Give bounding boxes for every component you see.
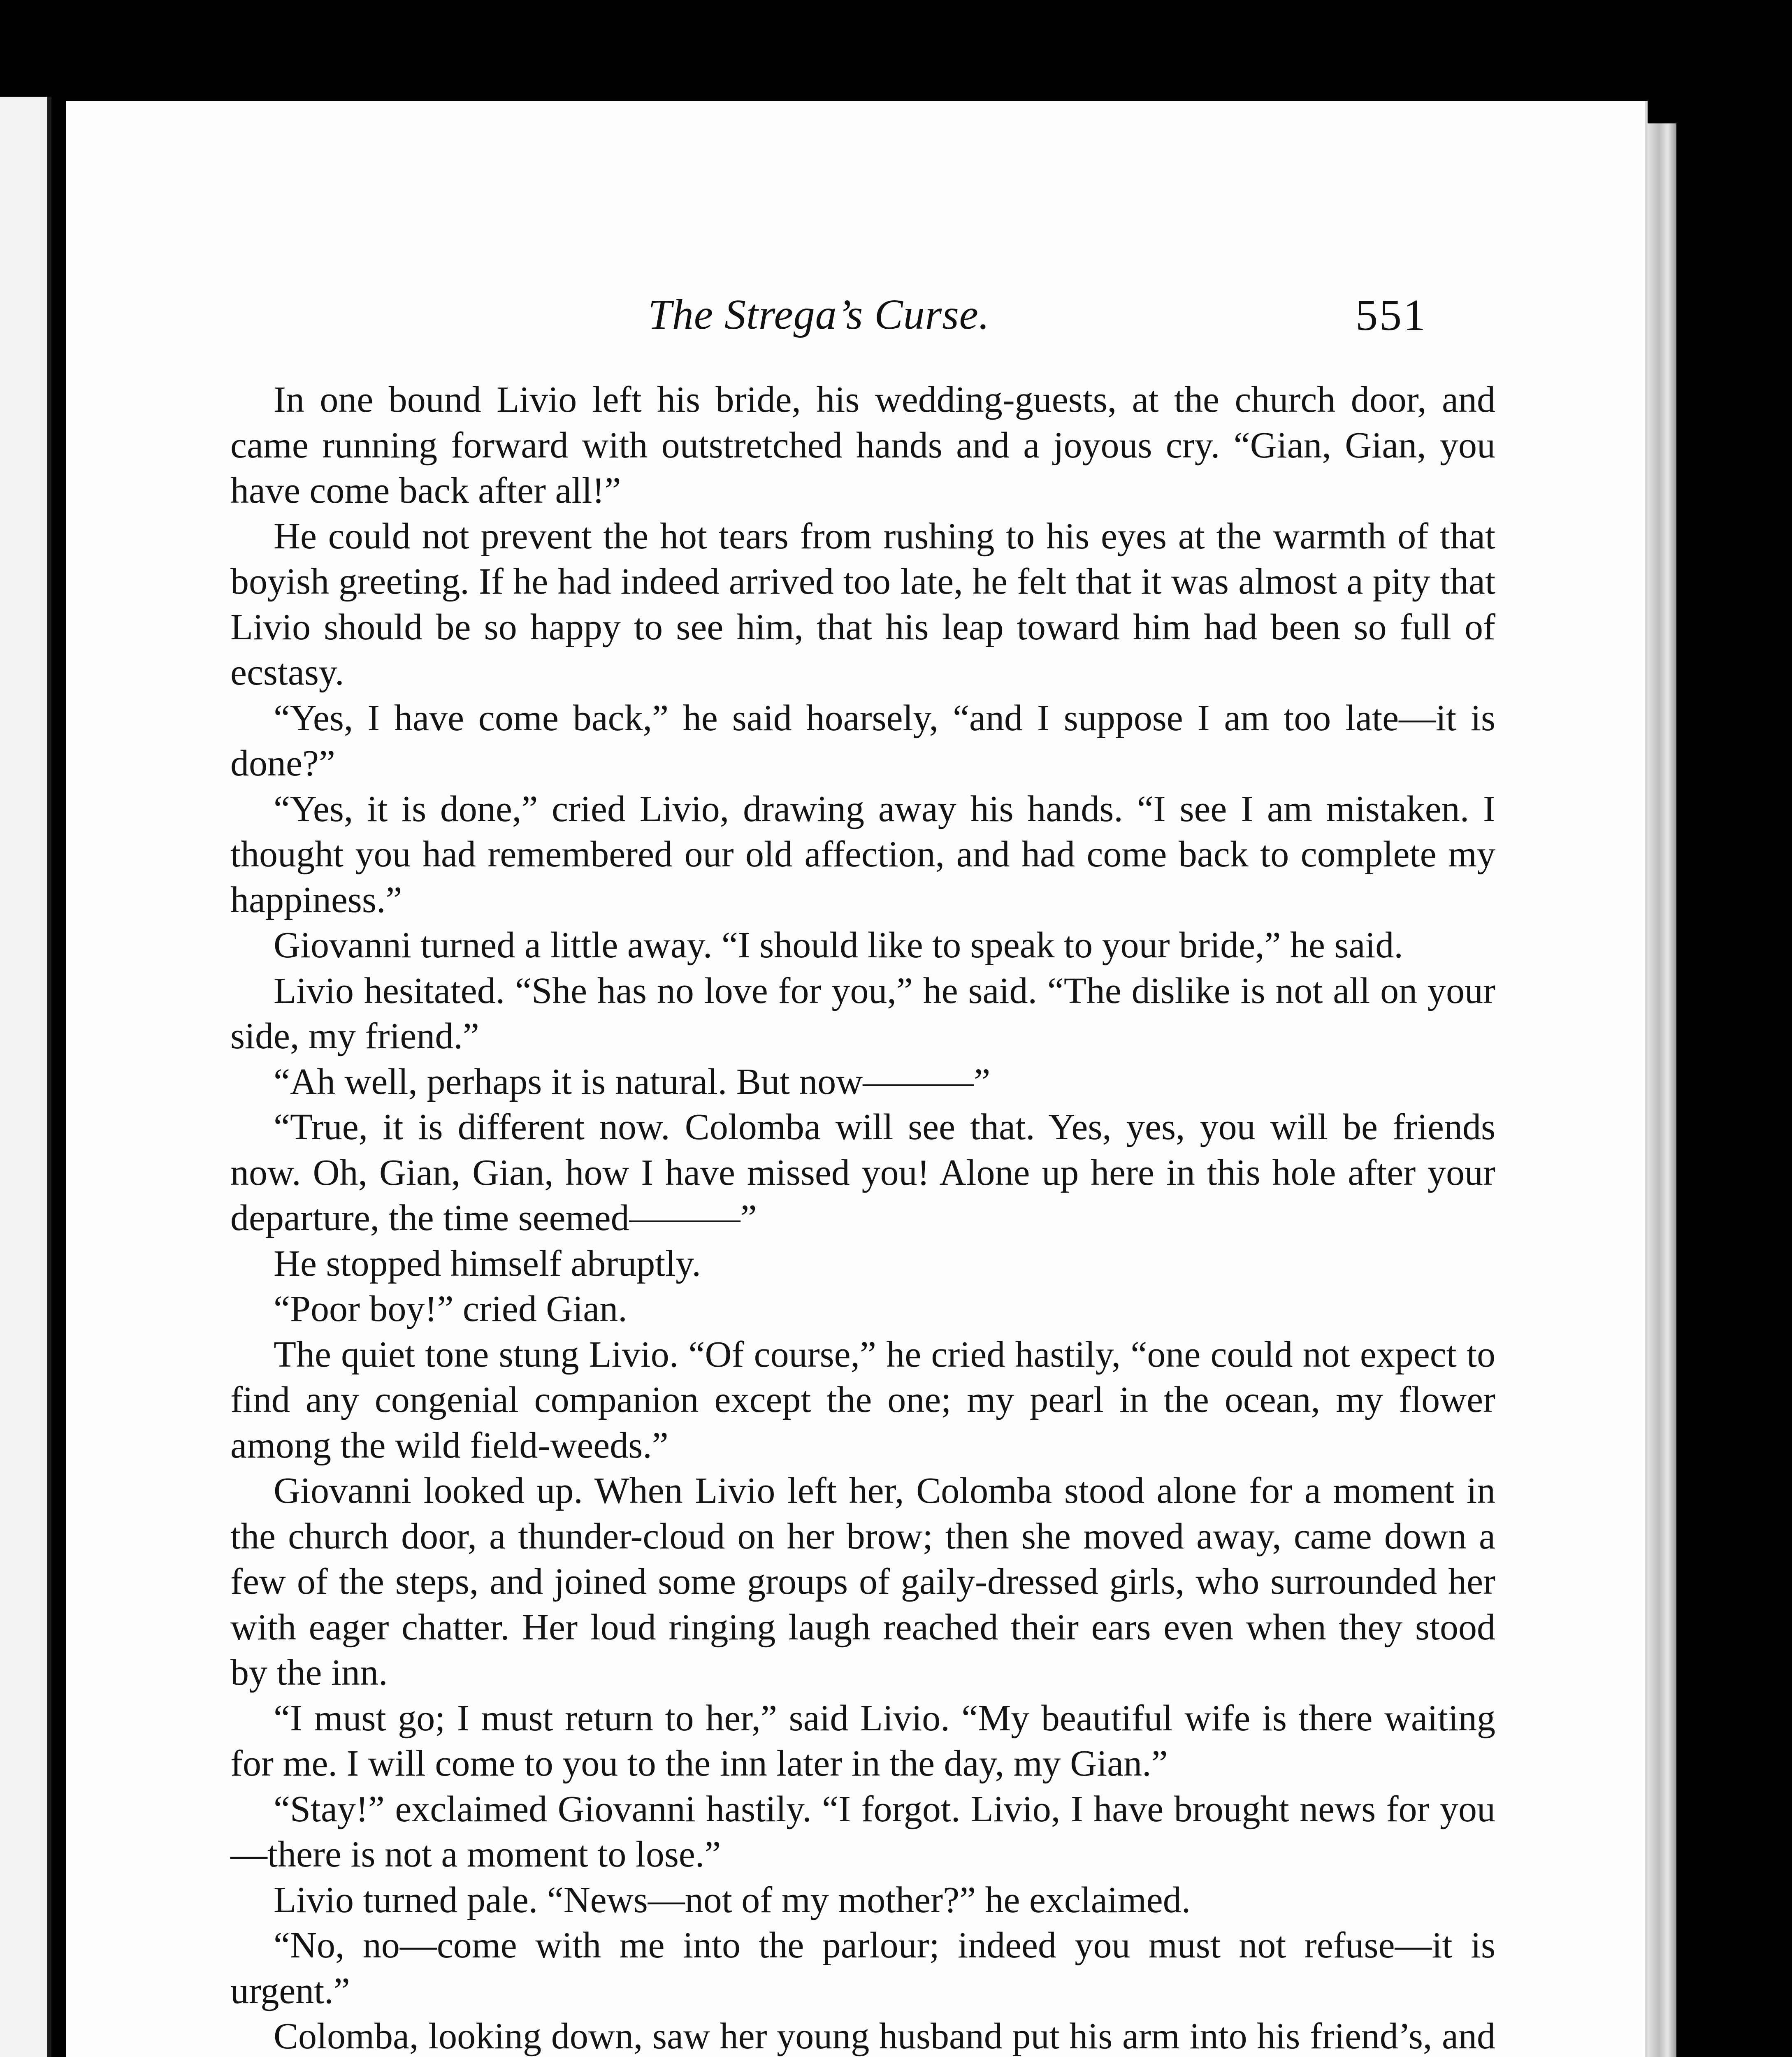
paragraph: “Ah well, perhaps it is natural. But now———” [274,1061,991,1102]
paragraph: “I must go; I must return to her,” said Livio. “My beautiful wife is there waiting for me. I will come to you to the inn later in the day, my Gian.” [230,1697,1495,1784]
paragraph: “Stay!” exclaimed Giovanni hastily. “I forgot. Livio, I have brought news for you—there is not a moment to lose.” [230,1788,1495,1875]
running-head [66,290,1648,372]
paragraph: “No, no—come with me into the parlour; indeed you must not refuse—it is urgent.” [230,1925,1495,2011]
running-title: The Strega’s Curse. [648,291,990,338]
facing-page-edge [0,97,51,2057]
paragraph: Giovanni looked up. When Livio left her, Colomba stood alone for a moment in the church door, a thunder-cloud on her brow; then she moved away, came down a few of the steps, and joined some groups of gaily-dressed girls, who surrounded her with eager chatter. Her loud ringing laugh reached their ears even when they stood by the inn. [230,1470,1495,1693]
paragraph: Livio hesitated. “She has no love for you,” he said. “The dislike is not all on your side, my friend.” [230,970,1495,1056]
paragraph: The quiet tone stung Livio. “Of course,” he cried hastily, “one could not expect to find any congenial companion except the one; my pearl in the ocean, my flower among the wild field-weeds.” [230,1334,1495,1466]
book-page [66,101,1648,2057]
paragraph: Livio turned pale. “News—not of my mother?” he exclaimed. [274,1879,1191,1920]
paragraph: Giovanni turned a little away. “I should like to speak to your bride,” he said. [274,925,1403,966]
paragraph: He could not prevent the hot tears from rushing to his eyes at the warmth of that boyish greeting. If he had indeed arrived too late, he felt that it was almost a pity that Livio should be so happy to see him, that his leap toward him had been so full of ecstasy. [230,515,1495,693]
page-stack-edge [1648,123,1676,2057]
paragraph: “Poor boy!” cried Gian. [274,1289,627,1329]
paragraph: “Yes, I have come back,” he said hoarsely, “and I suppose I am too late—it is done?” [230,697,1495,784]
paragraph: In one bound Livio left his bride, his wedding-guests, at the church door, and came running forward with outstretched hands and a joyous cry. “Gian, Gian, you have come back after all!” [230,379,1495,511]
paragraph: Colomba, looking down, saw her young husband put his arm into his friend’s, and [274,2016,1495,2057]
paragraph: “True, it is different now. Colomba will see that. Yes, yes, you will be friends now. Oh, Gian, Gian, how I have missed you! Alone up here in this hole after your departure, the time seemed———” [230,1107,1495,1238]
page-number: 551 [1356,291,1427,340]
paragraph: “Yes, it is done,” cried Livio, drawing away his hands. “I see I am mistaken. I thought you had remembered our old affection, and had come back to complete my happiness.” [230,788,1495,920]
body-text [230,377,1495,2057]
paragraph: He stopped himself abruptly. [274,1243,701,1284]
